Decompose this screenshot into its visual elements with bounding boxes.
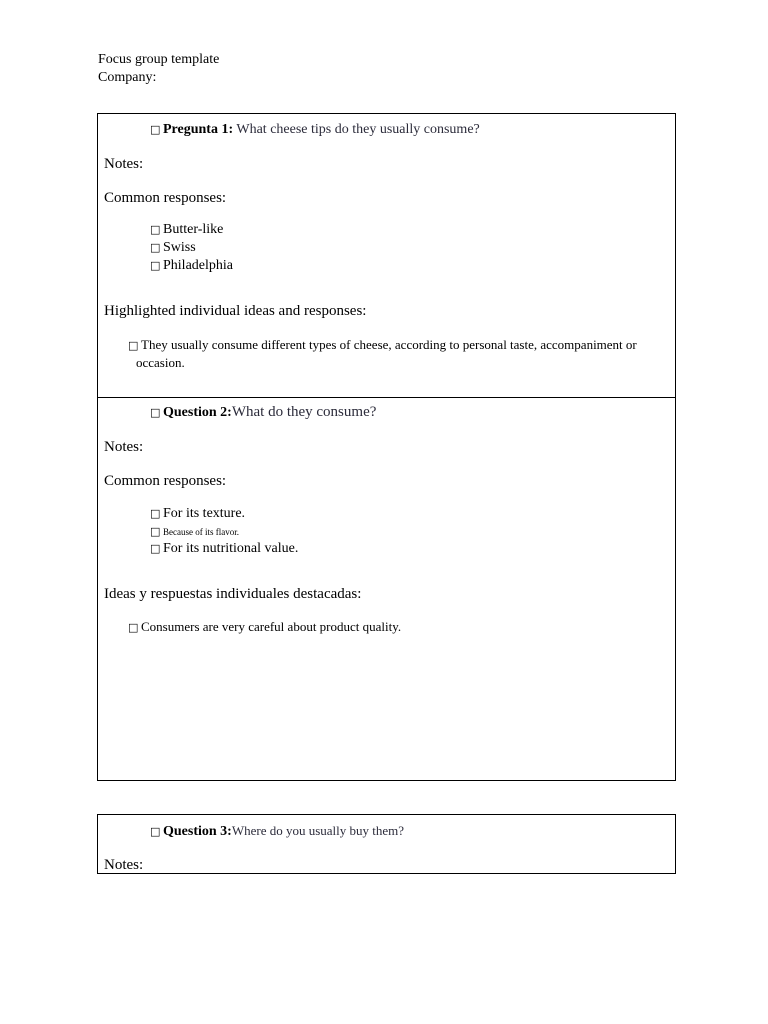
checkbox-icon: □	[128, 339, 139, 352]
question-1-highlight-label: Highlighted individual ideas and responses:	[104, 303, 367, 319]
question-1-line	[150, 121, 480, 139]
question-2-notes-label: Notes:	[104, 439, 144, 455]
checkbox-icon: □	[150, 542, 161, 555]
checkbox-icon: □	[150, 507, 161, 520]
checkbox-icon: □	[150, 123, 161, 136]
question-1-label: Pregunta 1:	[163, 122, 234, 137]
response-item	[150, 505, 245, 523]
question-3-text: Where do you usually buy them?	[231, 823, 405, 838]
checkbox-icon: □	[128, 621, 139, 634]
checkbox-icon: □	[150, 241, 161, 254]
question-1-box	[97, 113, 676, 398]
question-2-line	[150, 403, 376, 422]
question-2-highlight-label: Ideas y respuestas individuales destacadas:	[104, 586, 362, 602]
checkbox-icon: □	[150, 259, 161, 272]
question-3-notes-label: Notes:	[104, 857, 144, 873]
response-text: Because of its flavor.	[163, 527, 239, 537]
highlight-text: They usually consume different types of cheese, according to personal taste, accompaniment or	[141, 337, 637, 352]
response-text: Butter-like	[163, 222, 224, 237]
response-item	[150, 239, 196, 257]
response-item	[150, 540, 298, 558]
highlight-item	[128, 618, 671, 636]
question-3-box	[97, 814, 676, 874]
highlight-text-continuation: occasion.	[136, 355, 185, 370]
response-text: Swiss	[163, 240, 196, 255]
document-header	[98, 51, 219, 87]
document-title: Focus group template	[98, 52, 220, 67]
response-item	[150, 523, 239, 541]
response-text: Philadelphia	[163, 258, 233, 273]
checkbox-icon: □	[150, 825, 161, 838]
checkbox-icon: □	[150, 223, 161, 236]
highlight-text: Consumers are very careful about product quality.	[141, 619, 402, 634]
question-2-common-label: Common responses:	[104, 473, 227, 489]
question-3-line	[150, 822, 404, 841]
question-1-notes-label: Notes:	[104, 156, 144, 172]
response-text: For its texture.	[163, 506, 246, 521]
response-item	[150, 221, 223, 239]
question-2-label: Question 2:	[163, 405, 232, 420]
question-1-text: What cheese tips do they usually consume?	[233, 122, 480, 137]
response-text: For its nutritional value.	[163, 541, 299, 556]
company-label: Company:	[98, 70, 157, 85]
question-3-label: Question 3:	[163, 824, 232, 839]
checkbox-icon: □	[150, 525, 161, 538]
highlight-item	[128, 336, 671, 371]
question-2-box	[97, 397, 676, 781]
question-2-text: What do they consume?	[231, 404, 377, 420]
question-1-common-label: Common responses:	[104, 190, 227, 206]
checkbox-icon: □	[150, 406, 161, 419]
response-item	[150, 257, 233, 275]
